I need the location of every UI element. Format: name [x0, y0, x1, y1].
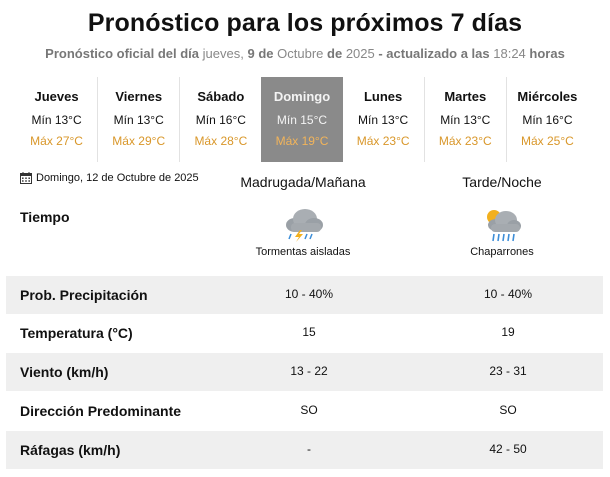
day-min-temp: Mín 13°C [440, 113, 491, 127]
day-name: Jueves [34, 89, 79, 104]
weather-evening-label: Chaparrones [470, 246, 534, 258]
day-max-temp: Máx 19°C [275, 134, 329, 148]
day-min-temp: Mín 16°C [522, 113, 573, 127]
day-tab-martes[interactable] [424, 77, 506, 162]
subtitle-weekday: jueves, [202, 46, 244, 61]
row-value-morning: - [307, 442, 311, 456]
day-name: Viernes [115, 89, 163, 104]
weather-morning-label: Tormentas aisladas [255, 246, 351, 258]
row-direction [6, 392, 603, 430]
column-header-morning: Madrugada/Mañana [240, 174, 366, 190]
day-max-temp: Máx 23°C [438, 134, 492, 148]
showers-icon [480, 206, 524, 242]
subtitle-year: 2025 [345, 46, 375, 61]
row-value-evening: SO [499, 403, 517, 417]
row-value-morning: 10 - 40% [284, 287, 334, 301]
calendar-icon [20, 172, 32, 184]
day-min-temp: Mín 13°C [358, 113, 409, 127]
subtitle-prefix: Pronóstico oficial del día [45, 46, 200, 61]
day-name: Miércoles [517, 89, 578, 104]
row-label: Temperatura (°C) [20, 325, 133, 341]
thunderstorm-icon [281, 206, 325, 242]
row-value-morning: 13 - 22 [290, 364, 328, 378]
day-max-temp: Máx 29°C [112, 134, 166, 148]
row-value-evening: 23 - 31 [489, 364, 527, 378]
day-tab-lunes[interactable] [343, 77, 424, 162]
selected-date-text: Domingo, 12 de Octubre de 2025 [36, 172, 199, 184]
day-tab-sabado[interactable] [179, 77, 261, 162]
day-min-temp: Mín 16°C [195, 113, 246, 127]
row-wind [6, 353, 603, 391]
day-tab-domingo[interactable] [261, 77, 342, 162]
row-label: Viento (km/h) [20, 364, 109, 380]
row-temperature [6, 314, 603, 352]
subtitle-month: Octubre [277, 46, 324, 61]
day-max-temp: Máx 23°C [356, 134, 410, 148]
page-title: Pronóstico para los próximos 7 días [87, 9, 523, 37]
row-value-evening: 19 [501, 325, 515, 339]
forecast-subtitle [0, 46, 610, 61]
weather-evening [422, 206, 582, 258]
day-name: Martes [444, 89, 487, 104]
day-min-temp: Mín 15°C [276, 113, 328, 127]
row-label: Prob. Precipitación [20, 287, 148, 303]
row-value-morning: 15 [302, 325, 316, 339]
day-tab-viernes[interactable] [97, 77, 179, 162]
day-tab-miercoles[interactable] [506, 77, 588, 162]
day-max-temp: Máx 28°C [194, 134, 248, 148]
day-name: Lunes [363, 89, 403, 104]
subtitle-de2: de [327, 46, 343, 61]
row-value-evening: 10 - 40% [483, 287, 533, 301]
day-max-temp: Máx 25°C [521, 134, 574, 148]
row-gusts [6, 431, 603, 469]
day-min-temp: Mín 13°C [113, 113, 164, 127]
day-min-temp: Mín 13°C [31, 113, 82, 127]
day-name: Domingo [273, 89, 331, 104]
row-label: Dirección Predominante [20, 403, 182, 419]
subtitle-updated: - actualizado a las [378, 46, 490, 61]
day-name: Sábado [197, 89, 245, 104]
subtitle-time: 18:24 [493, 46, 526, 61]
day-tab-jueves[interactable] [16, 77, 97, 162]
tiempo-label: Tiempo [20, 209, 70, 225]
weather-morning [223, 206, 383, 258]
row-label: Ráfagas (km/h) [20, 442, 121, 458]
row-value-morning: SO [300, 403, 318, 417]
day-max-temp: Máx 27°C [30, 134, 83, 148]
row-precipitation [6, 276, 603, 314]
selected-date [20, 172, 199, 184]
subtitle-day: 9 [247, 46, 255, 61]
day-selector [16, 77, 588, 162]
subtitle-de: de [258, 46, 274, 61]
subtitle-horas: horas [529, 46, 565, 61]
row-value-evening: 42 - 50 [489, 442, 527, 456]
column-header-evening: Tarde/Noche [462, 174, 542, 190]
